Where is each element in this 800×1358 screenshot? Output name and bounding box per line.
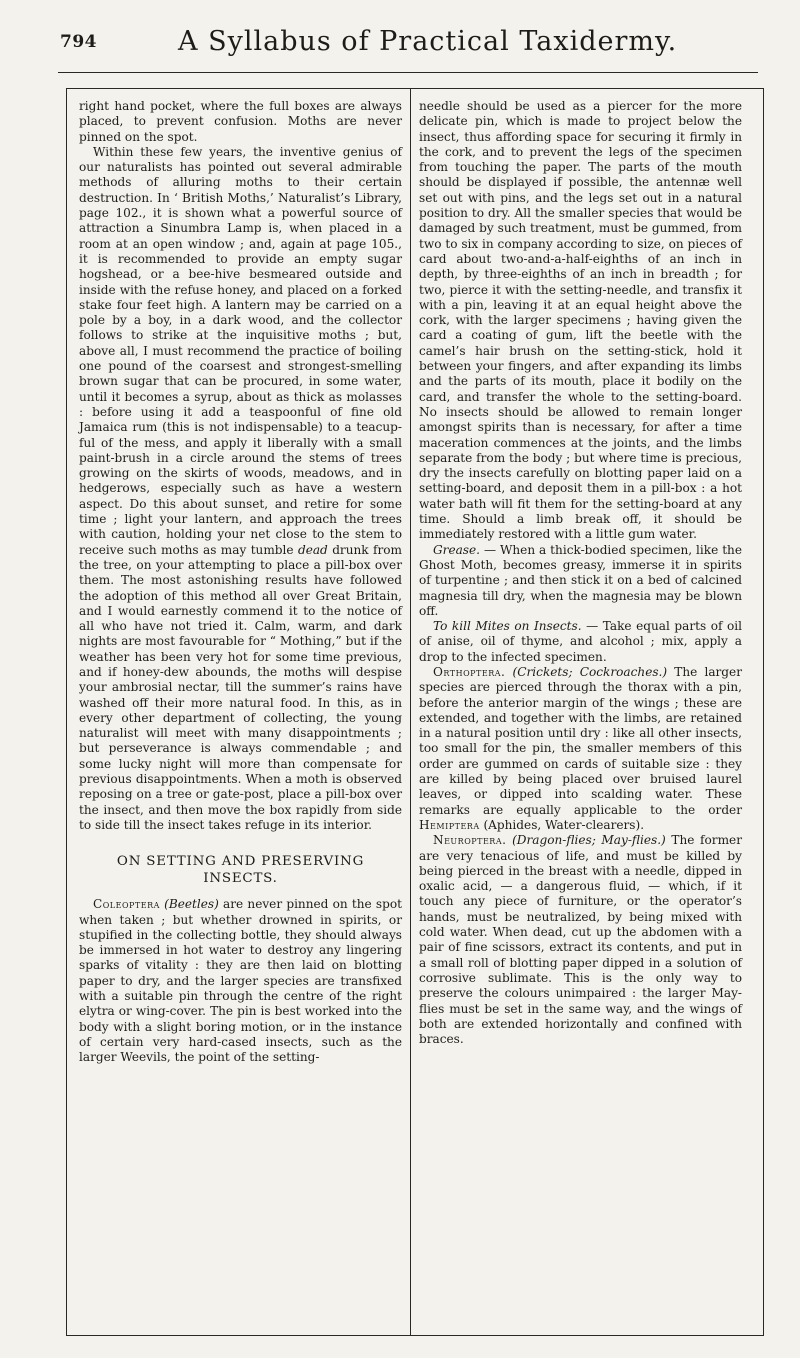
paragraph-text: are never pinned on the spot when taken ; but whether drowned in spirits, or stupified in the collecting bottle, they should always be immersed in hot water to destroy any lingering sparks of vitality : they are then laid on blotting paper to dry, and the larger species are transfixed with a suitable pin through the centre of the right elytra or wing-cover. The pin is best worked into the body with a slight boring motion, or in the instance of certain very hard-cased insects, such as the larger Weevils, the point of the setting- bbox=[79, 897, 402, 1065]
column-divider bbox=[410, 89, 411, 1335]
common-name: (Crickets; Cockroaches.) bbox=[512, 664, 668, 679]
common-name: (Dragon-flies; May-flies.) bbox=[512, 833, 666, 848]
paragraph-text-tail: (Aphides, Water-clearers). bbox=[479, 817, 645, 832]
paragraph-mites bbox=[419, 619, 742, 665]
text-frame bbox=[66, 88, 764, 1336]
book-page bbox=[58, 24, 770, 1344]
paragraph-grease bbox=[419, 543, 742, 619]
italic-word: dead bbox=[297, 542, 328, 557]
section-heading-line-1: ON SETTING AND PRESERVING bbox=[116, 854, 365, 870]
order-name: Orthoptera. bbox=[433, 664, 506, 679]
paragraph-coleoptera bbox=[79, 897, 402, 1065]
section-heading bbox=[79, 853, 402, 887]
order-name-hemiptera: Hemiptera bbox=[419, 817, 480, 832]
paragraph-lead: To kill Mites on Insects. bbox=[433, 619, 582, 634]
paragraph: right hand pocket, where the full boxes are always placed, to prevent confusion. Moths are never pinned on the spot. bbox=[79, 99, 402, 144]
paragraph-neuroptera bbox=[419, 833, 742, 1047]
paragraph-text: Within these few years, the inventive genius of our naturalists has pointed out several admirable methods of alluring moths to their certain destruction. In ‘ British Moths,’ Naturalist’s Library, page 102., it is shown what a powerful source of attraction a Sinumbra Lamp is, when placed in a room at an open window ; and, again at page 105., it is recommended to provide an empty sugar hogshead, or a bee-hive besmeared outside and inside with the refuse honey, and placed on a forked stake four feet high. A lantern may be carried on a pole by a boy, in a dark wood, and the collector follows to strike at the inquisitive moths ; but, above all, I must recommend the practice of boiling one pound of the coarsest and strongest-smelling brown sugar that can be procured, in some water, until it becomes a syrup, about as thick as molasses : before using it add a teaspoonful of fine old Jamaica rum (this is not indispensable) to a teacup-ful of the mess, and apply it liberally with a small paint-brush in a circle around the stems of trees growing on the skirts of woods, meadows, and in hedgerows, especially such as have a western aspect. Do this about sunset, and retire for some time ; light your lantern, and approach the trees with caution, holding your net close to the stem to receive such moths as may tumble bbox=[79, 144, 402, 557]
paragraph-moth-traps bbox=[79, 145, 402, 833]
paragraph-text: The former are very tenacious of life, and must be killed by being pierced in the breast with a needle, dipped in oxalic acid, — a dangerous fluid, — which, if it touch any piece of furniture, or the operator’s hands, must be neutralized, by being mixed with cold water. When dead, cut up the abdomen with a pair of fine scissors, extract its contents, and put in a small roll of blotting paper dipped in a solution of corrosive sublimate. This is the only way to preserve the colours unimpaired : the larger May-flies must be set in the same way, and the wings of both are extended horizontally and confined with braces. bbox=[419, 833, 742, 1047]
section-heading-line-2: INSECTS. bbox=[203, 871, 278, 887]
paragraph-text: The larger species are pierced through the thorax with a pin, before the anterior margin of the wings ; these are extended, and together with the limbs, are retained in a natural position until dry : like all other insects, too small for the pin, the smaller members of this order are gummed on cards of suitable size : they are killed by being placed over bruised laurel leaves, or dipped into scalding water. These remarks are equally applicable to the order bbox=[419, 664, 742, 817]
page-header bbox=[58, 24, 770, 66]
header-rule bbox=[58, 72, 758, 73]
running-title: A Syllabus of Practical Taxidermy. bbox=[178, 26, 678, 57]
right-column bbox=[419, 99, 742, 1047]
paragraph-text: — When a thick-bodied specimen, like the Ghost Moth, becomes greasy, immerse it in spirits of turpentine ; and then stick it on a bed of calcined magnesia till dry, when the magnesia may be blown off. bbox=[419, 542, 742, 618]
page-number: 794 bbox=[60, 32, 97, 52]
paragraph-text-tail: drunk from the tree, on your attempting to place a pill-box over them. The most astonishing results have followed the adoption of this method all over Great Britain, and I would earnestly commend it to the notice of all who have not tried it. Calm, warm, and dark nights are most favourable for “ Mothing,” but if the weather has been very hot for some time previous, and if honey-dew abounds, the moths will despise your ambrosial nectar, till the summer’s rains have washed off their more natural food. In this, as in every other department of collecting, the young naturalist will meet with many disappointments ; but perseverance is always commendable ; and some lucky night will more than compensate for previous disappointments. When a moth is observed reposing on a tree or gate-post, place a pill-box over the insect, and then move the box rapidly from side to side till the insect takes refuge in its interior. bbox=[79, 542, 402, 832]
order-name: Neuroptera. bbox=[433, 833, 507, 848]
order-name: Coleoptera bbox=[93, 897, 160, 912]
paragraph-orthoptera bbox=[419, 665, 742, 833]
paragraph-text: — Take equal parts of oil of anise, oil of thyme, and alcohol ; mix, apply a drop to the infected specimen. bbox=[419, 619, 742, 664]
left-column bbox=[79, 99, 402, 1066]
paragraph-setting: needle should be used as a piercer for the more delicate pin, which is made to project below the insect, thus affording space for securing it firmly in the cork, and to prevent the legs of the specimen from touching the paper. The parts of the mouth should be displayed if possible, the antennæ well set out with pins, and the legs set out in a natural position to dry. All the smaller species that would be damaged by such treatment, must be gummed, from two to six in company according to size, on pieces of card about two-and-a-half-eighths of an inch in depth, by three-eighths of an inch in breadth ; for two, pierce it with the setting-needle, and transfix it with a pin, leaving it at an equal height above the cork, with the larger specimens ; having given the card a coating of gum, lift the beetle with the camel’s hair brush on the setting-stick, hold it between your fingers, and after expanding its limbs and the parts of its mouth, place it bodily on the card, and transfer the whole to the setting-board. No insects should be allowed to remain longer amongst spirits than is necessary, for after a time maceration commences at the joints, and the limbs separate from the body ; but where time is precious, dry the insects carefully on blotting paper laid on a setting-board, and deposit them in a pill-box : a hot water bath will fit them for the setting-board at any time. Should a limb break off, it should be immediately restored with a little gum water. bbox=[419, 99, 742, 542]
common-name: (Beetles) bbox=[164, 897, 219, 912]
paragraph-lead: Grease. bbox=[433, 542, 481, 557]
